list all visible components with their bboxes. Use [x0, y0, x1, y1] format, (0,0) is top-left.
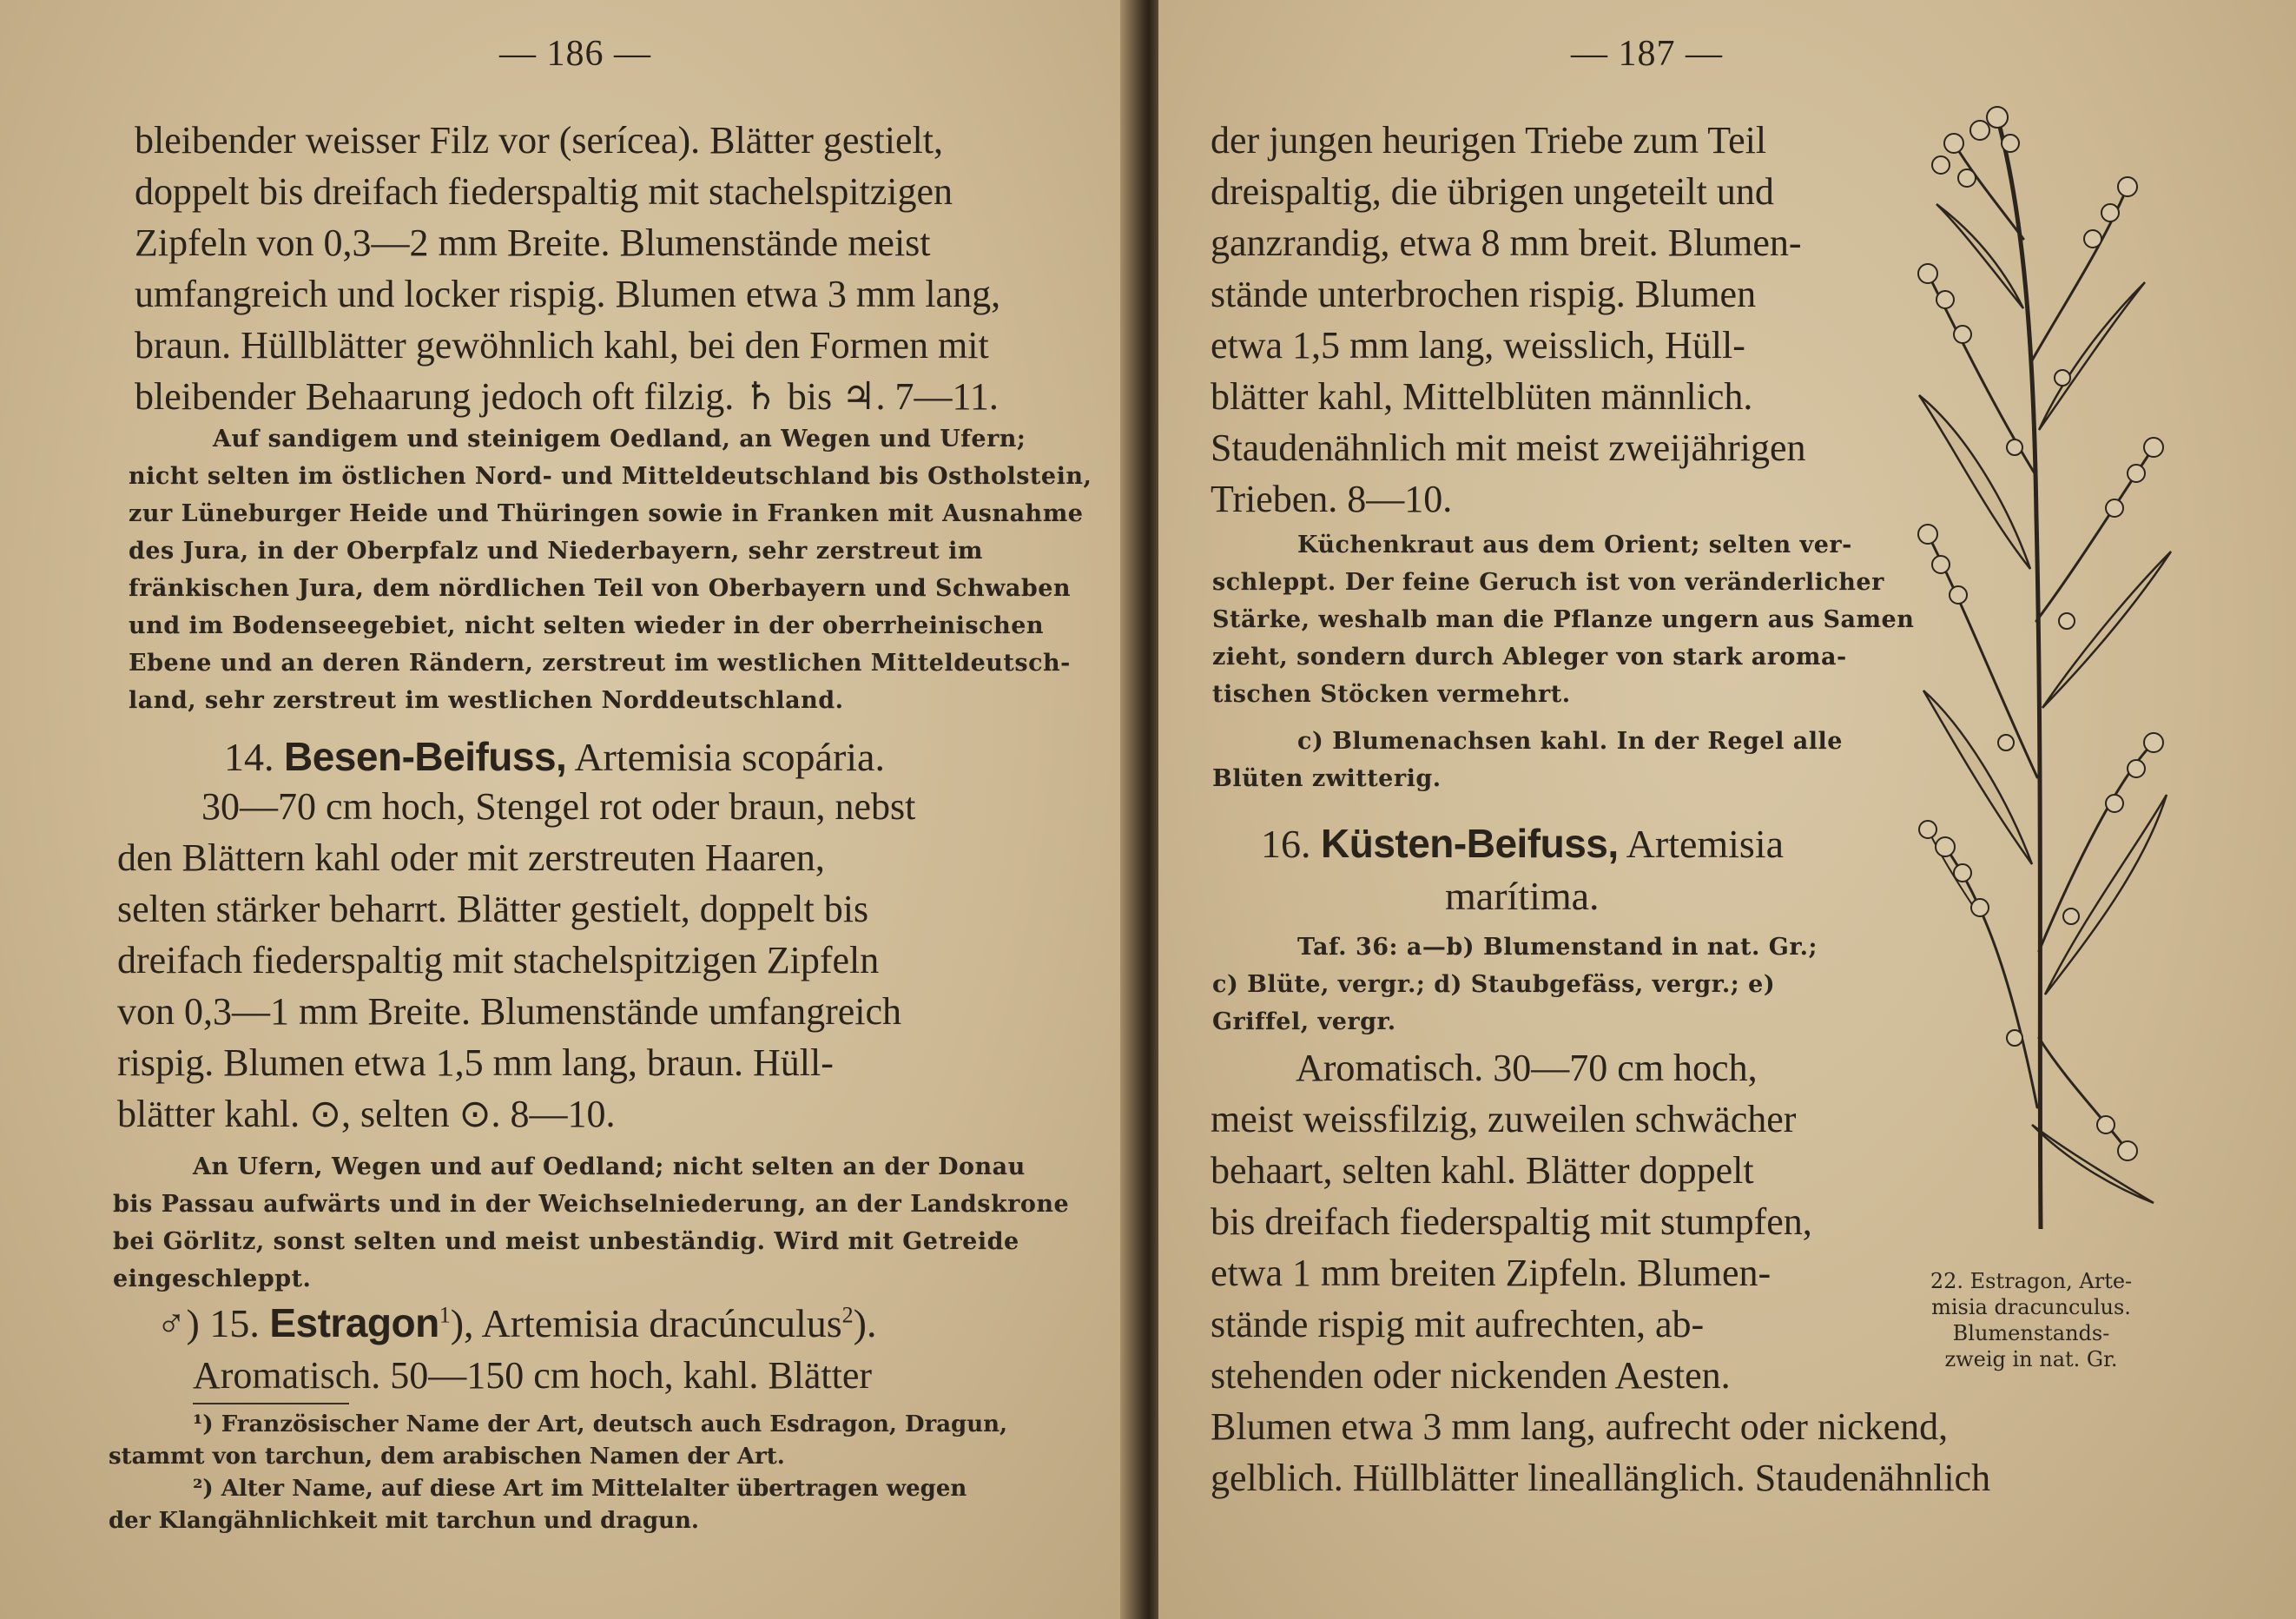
text-line: blätter kahl. ⊙, selten ⊙. 8—10. [117, 1093, 616, 1135]
small-line: zur Lüneburger Heide und Thüringen sowie in Franken mit Ausnahme [129, 500, 1084, 527]
small-line: bis Passau aufwärts und in der Weichselniederung, an der Landskrone [113, 1191, 1070, 1218]
heading-end: ). [853, 1301, 877, 1345]
page-number: — 186 — [499, 34, 651, 74]
small-line: c) Blüte, vergr.; d) Staubgefäss, vergr.; e) [1212, 971, 1776, 998]
footnote: ¹) Französischer Name der Art, deutsch auch Esdragon, Dragun, [193, 1411, 1008, 1437]
text-line: bleibender Behaarung jedoch oft filzig. ♄ bis ♃. 7—11. [135, 375, 999, 418]
species-latin-name: Artemisia scopária. [574, 735, 885, 779]
small-line: schleppt. Der feine Geruch ist von veränderlicher [1212, 569, 1884, 596]
small-line: nicht selten im östlichen Nord- und Mitteldeutschland bis Ostholstein, [129, 463, 1092, 490]
text-line: Aromatisch. 30—70 cm hoch, [1296, 1047, 1758, 1089]
species-common-name: Besen-Beifuss, [284, 734, 567, 779]
caption-line: Blumenstands- [1952, 1321, 2110, 1345]
footnote: stammt von tarchun, dem arabischen Namen der Art. [109, 1444, 785, 1470]
text-line: umfangreich und locker rispig. Blumen etwa 3 mm lang, [135, 273, 1001, 315]
species-number: 16. [1261, 822, 1311, 866]
text-line: etwa 1 mm breiten Zipfeln. Blumen- [1211, 1252, 1771, 1294]
text-line: Staudenähnlich mit meist zweijährigen [1211, 426, 1806, 469]
species-latin-name: ), Artemisia dracúnculus [450, 1301, 842, 1345]
footnote: ²) Alter Name, auf diese Art im Mittelalter übertragen wegen [193, 1476, 967, 1502]
small-line: Stärke, weshalb man die Pflanze ungern aus Samen [1212, 606, 1915, 633]
species-number: 15. [209, 1301, 260, 1345]
text-line: ganzrandig, etwa 8 mm breit. Blumen- [1211, 221, 1802, 264]
text-line: von 0,3—1 mm Breite. Blumenstände umfangreich [117, 990, 902, 1033]
figure-caption [1905, 1268, 2157, 1372]
text-line: Aromatisch. 50—150 cm hoch, kahl. Blätter [193, 1354, 873, 1397]
species-heading-14 [224, 733, 885, 780]
text-line: dreifach fiederspaltig mit stachelspitzigen Zipfeln [117, 939, 880, 981]
caption-line: 22. Estragon, Arte- [1930, 1269, 2133, 1293]
left-page [0, 0, 1139, 1619]
small-line: und im Bodenseegebiet, nicht selten wieder in der oberrheinischen [129, 612, 1045, 639]
text-line: bis dreifach fiederspaltig mit stumpfen, [1211, 1200, 1812, 1243]
small-line: Taf. 36: a—b) Blumenstand in nat. Gr.; [1297, 934, 1818, 961]
footnote-ref: 2 [841, 1302, 854, 1328]
small-line: bei Görlitz, sonst selten und meist unbeständig. Wird mit Getreide [113, 1228, 1019, 1255]
text-line: behaart, selten kahl. Blätter doppelt [1211, 1149, 1754, 1192]
text-line: Blumen etwa 3 mm lang, aufrecht oder nickend, [1211, 1405, 1949, 1448]
species-heading-15 [156, 1299, 876, 1346]
page-number: — 187 — [1571, 34, 1723, 74]
text-line: selten stärker beharrt. Blätter gestielt, doppelt bis [117, 888, 869, 930]
text-line: braun. Hüllblätter gewöhnlich kahl, bei den Formen mit [135, 324, 989, 367]
small-line: c) Blumenachsen kahl. In der Regel alle [1297, 728, 1843, 755]
small-line: An Ufern, Wegen und auf Oedland; nicht selten an der Donau [193, 1153, 1026, 1180]
text-line: der jungen heurigen Triebe zum Teil [1211, 119, 1767, 162]
caption-line: misia dracunculus. [1931, 1295, 2131, 1319]
text-line: Trieben. 8—10. [1211, 478, 1453, 520]
small-line: Ebene und an deren Rändern, zerstreut im westlichen Mitteldeutsch- [129, 650, 1071, 677]
text-line: dreispaltig, die übrigen ungeteilt und [1211, 170, 1774, 213]
text-line: 30—70 cm hoch, Stengel rot oder braun, nebst [201, 785, 916, 828]
text-line: den Blättern kahl oder mit zerstreuten Haaren, [117, 836, 825, 879]
small-line: Griffel, vergr. [1212, 1008, 1396, 1035]
text-line: stände unterbrochen rispig. Blumen [1211, 273, 1757, 315]
text-line: Zipfeln von 0,3—2 mm Breite. Blumenstände meist [135, 221, 931, 264]
text-line: meist weissfilzig, zuweilen schwächer [1211, 1098, 1797, 1140]
small-line: des Jura, in der Oberpfalz und Niederbayern, sehr zerstreut im [129, 538, 983, 565]
small-line: land, sehr zerstreut im westlichen Norddeutschland. [129, 687, 844, 714]
estragon-branch-illustration [1893, 83, 2180, 1229]
text-line: gelblich. Hüllblätter lineallänglich. Staudenähnlich [1211, 1457, 1991, 1499]
text-line: etwa 1,5 mm lang, weisslich, Hüll- [1211, 324, 1745, 367]
species-latin-name-cont: marítima. [1445, 874, 1600, 918]
duration-symbol: ♂) [156, 1301, 200, 1345]
text-line: bleibender weisser Filz vor (serícea). Blätter gestielt, [135, 119, 943, 162]
footnote-ref: 1 [439, 1302, 451, 1328]
small-line: Blüten zwitterig. [1212, 765, 1442, 792]
footnote: der Klangähnlichkeit mit tarchun und dragun. [109, 1508, 699, 1534]
text-line: stehenden oder nickenden Aesten. [1211, 1354, 1731, 1397]
text-line: rispig. Blumen etwa 1,5 mm lang, braun. Hüll- [117, 1041, 834, 1084]
species-number: 14. [224, 735, 274, 779]
species-latin-name: Artemisia [1626, 822, 1785, 866]
small-line: Küchenkraut aus dem Orient; selten ver- [1297, 532, 1852, 558]
text-line: stände rispig mit aufrechten, ab- [1211, 1303, 1705, 1345]
small-line: eingeschleppt. [113, 1265, 312, 1292]
species-common-name: Küsten-Beifuss, [1321, 821, 1619, 866]
small-line: Auf sandigem und steinigem Oedland, an Wegen und Ufern; [213, 426, 1026, 453]
text-line: doppelt bis dreifach fiederspaltig mit stachelspitzigen [135, 170, 953, 213]
small-line: fränkischen Jura, dem nördlichen Teil von Oberbayern und Schwaben [129, 575, 1072, 602]
species-common-name: Estragon [269, 1300, 439, 1345]
footnote-divider [193, 1403, 349, 1404]
text-line: blätter kahl, Mittelblüten männlich. [1211, 375, 1753, 418]
species-heading-16 [1261, 820, 1784, 867]
caption-line: zweig in nat. Gr. [1944, 1347, 2118, 1371]
small-line: tischen Stöcken vermehrt. [1212, 681, 1571, 708]
small-line: zieht, sondern durch Ableger von stark aroma- [1212, 644, 1847, 671]
